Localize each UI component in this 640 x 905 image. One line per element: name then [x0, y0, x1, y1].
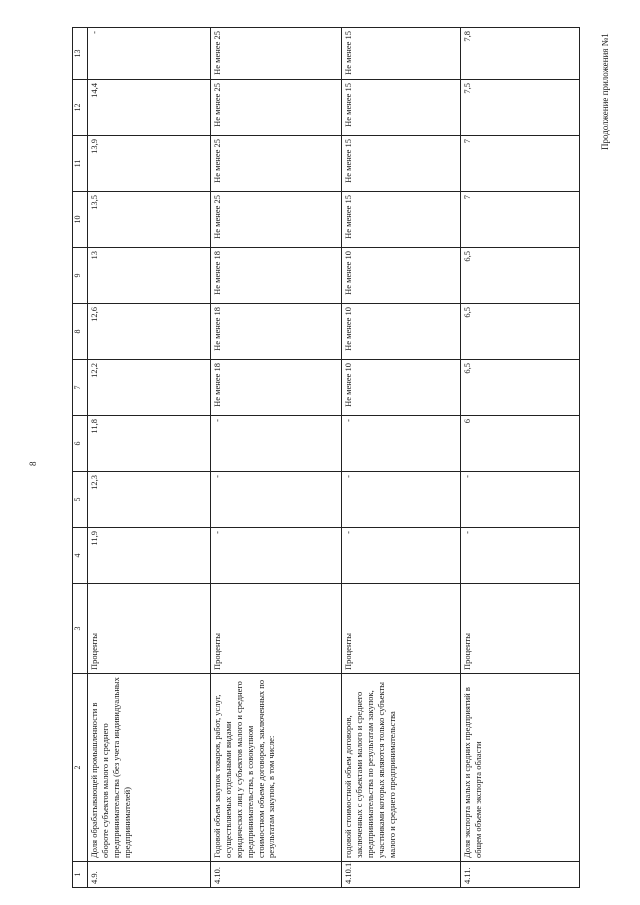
value-cell: 13,5: [88, 192, 211, 248]
column-number-row: [73, 28, 88, 888]
value-cell: Не менее 10: [342, 304, 461, 360]
value-cell: 6,5: [461, 304, 580, 360]
value-cell: Не менее 18: [211, 248, 342, 304]
indicator-name: Доля экспорта малых и средних предприятий в общем объеме экспорта области: [461, 674, 580, 862]
col-number: 8: [73, 304, 88, 360]
value-cell: Не менее 25: [211, 80, 342, 136]
value-cell: Не менее 18: [211, 360, 342, 416]
unit-cell: Проценты: [342, 584, 461, 674]
value-cell: 12,6: [88, 304, 211, 360]
value-cell: 11,8: [88, 416, 211, 472]
value-cell: 13,9: [88, 136, 211, 192]
value-cell: -: [461, 472, 580, 528]
row-number: 4.9.: [88, 862, 211, 888]
value-cell: Не менее 15: [342, 28, 461, 80]
value-cell: 7,5: [461, 80, 580, 136]
value-cell: Не менее 15: [342, 136, 461, 192]
value-cell: 14,4: [88, 80, 211, 136]
indicator-name: Доля обрабатывающей промышленности в обороте субъектов малого и среднего предпринимательства (без учета индивидуальных предпринимателей): [88, 674, 211, 862]
unit-cell: Проценты: [461, 584, 580, 674]
value-cell: Не менее 10: [342, 248, 461, 304]
value-cell: Не менее 15: [342, 80, 461, 136]
col-number: 9: [73, 248, 88, 304]
value-cell: -: [342, 528, 461, 584]
row-number: 4.10.1.: [342, 862, 461, 888]
page-number: 8: [28, 461, 38, 466]
value-cell: 12,2: [88, 360, 211, 416]
continuation-header: Продолжение приложения №1: [600, 33, 610, 150]
table-row: [342, 28, 461, 888]
table-row: [88, 28, 211, 888]
col-number: 6: [73, 416, 88, 472]
value-cell: Не менее 25: [211, 28, 342, 80]
value-cell: 7: [461, 136, 580, 192]
value-cell: -: [342, 472, 461, 528]
value-cell: -: [342, 416, 461, 472]
value-cell: 11,9: [88, 528, 211, 584]
col-number: 7: [73, 360, 88, 416]
value-cell: -: [211, 528, 342, 584]
col-number: 3: [73, 584, 88, 674]
value-cell: Не менее 25: [211, 136, 342, 192]
col-number: 4: [73, 528, 88, 584]
value-cell: Не менее 10: [342, 360, 461, 416]
unit-cell: Проценты: [211, 584, 342, 674]
value-cell: 12,3: [88, 472, 211, 528]
col-number: 10: [73, 192, 88, 248]
value-cell: 7,8: [461, 28, 580, 80]
row-number: 4.11.: [461, 862, 580, 888]
value-cell: -: [461, 528, 580, 584]
value-cell: 7: [461, 192, 580, 248]
col-number: 1: [73, 862, 88, 888]
col-number: 11: [73, 136, 88, 192]
table-row: [461, 28, 580, 888]
col-number: 13: [73, 28, 88, 80]
col-number: 5: [73, 472, 88, 528]
value-cell: 6,5: [461, 360, 580, 416]
value-cell: 13: [88, 248, 211, 304]
value-cell: Не менее 18: [211, 304, 342, 360]
unit-cell: Проценты: [88, 584, 211, 674]
indicator-name: Годовой объем закупок товаров, работ, услуг, осуществляемых отдельными видами юридических лиц у субъектов малого и среднего предпринимательства, в совокупном стоимостном объеме договоров, заключенных по результатам закупок, в том числе:: [211, 674, 342, 862]
col-number: 12: [73, 80, 88, 136]
value-cell: 6,5: [461, 248, 580, 304]
value-cell: -: [211, 472, 342, 528]
row-number: 4.10.: [211, 862, 342, 888]
indicators-table: [72, 27, 580, 888]
value-cell: -: [88, 28, 211, 80]
indicator-name: годовой стоимостной объем договоров, заключенных с субъектами малого и среднего предпринимательства по результатам закупок, участниками которых являются только субъекты малого и среднего предпринимательства: [342, 674, 461, 862]
value-cell: 6: [461, 416, 580, 472]
col-number: 2: [73, 674, 88, 862]
value-cell: Не менее 25: [211, 192, 342, 248]
value-cell: -: [211, 416, 342, 472]
table-row: [211, 28, 342, 888]
rotated-table-container: [72, 28, 632, 888]
value-cell: Не менее 15: [342, 192, 461, 248]
